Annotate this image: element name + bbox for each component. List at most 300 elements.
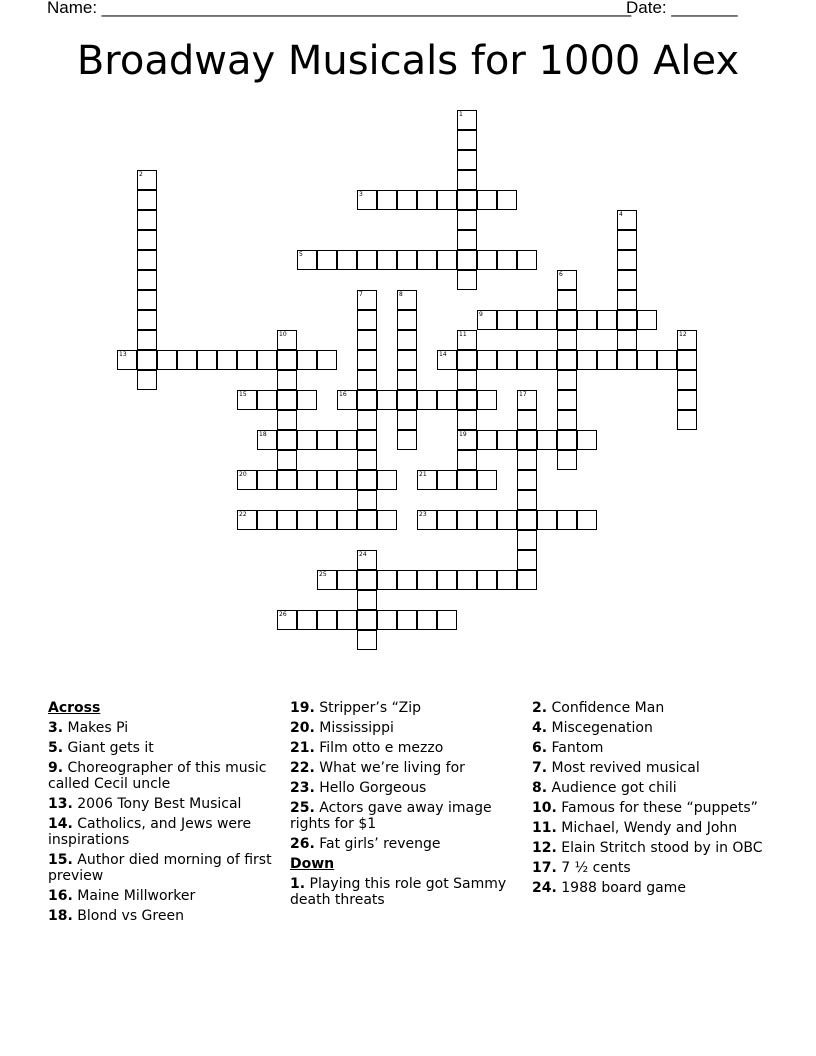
grid-cell[interactable] <box>137 270 157 290</box>
grid-cell[interactable] <box>417 190 437 210</box>
grid-cell[interactable] <box>357 450 377 470</box>
grid-cell[interactable] <box>477 310 497 330</box>
clue-item <box>48 888 284 904</box>
grid-cell[interactable] <box>437 510 457 530</box>
grid-cell[interactable] <box>577 510 597 530</box>
grid-cell[interactable] <box>497 510 517 530</box>
down-heading: Down <box>290 856 335 872</box>
clue-text: Elain Stritch stood by in OBC <box>556 840 763 856</box>
clue-number: 9 <box>479 311 483 318</box>
grid-cell[interactable] <box>337 470 357 490</box>
clue-number: 3 <box>359 191 363 198</box>
clue-number-label: 12. <box>532 840 557 856</box>
grid-cell[interactable] <box>117 350 137 370</box>
grid-cell[interactable] <box>257 350 277 370</box>
grid-cell[interactable] <box>277 430 297 450</box>
grid-cell[interactable] <box>337 510 357 530</box>
clue-number-label: 4. <box>532 720 548 736</box>
clue-item <box>532 860 768 876</box>
grid-cell[interactable] <box>237 350 257 370</box>
clue-text: Giant gets it <box>63 740 154 756</box>
grid-cell[interactable] <box>477 390 497 410</box>
grid-cell[interactable] <box>277 330 297 350</box>
grid-cell[interactable] <box>237 510 257 530</box>
clue-text: Mississippi <box>314 720 394 736</box>
grid-cell[interactable] <box>377 610 397 630</box>
clue-number-label: 22. <box>290 760 315 776</box>
grid-cell[interactable] <box>517 470 537 490</box>
clue-text: Choreographer of this music called Cecil uncle <box>48 760 267 792</box>
grid-cell[interactable] <box>357 190 377 210</box>
grid-cell[interactable] <box>357 510 377 530</box>
clue-number: 6 <box>559 271 563 278</box>
clue-number: 18 <box>259 431 267 438</box>
clue-item <box>290 700 526 716</box>
grid-cell[interactable] <box>557 330 577 350</box>
clue-number-label: 25. <box>290 800 315 816</box>
grid-cell[interactable] <box>277 390 297 410</box>
clue-text: Actors gave away image rights for $1 <box>290 800 492 832</box>
clue-number-label: 13. <box>48 796 73 812</box>
grid-cell[interactable] <box>557 370 577 390</box>
clue-item <box>290 760 526 776</box>
grid-cell[interactable] <box>357 310 377 330</box>
grid-cell[interactable] <box>637 310 657 330</box>
grid-cell[interactable] <box>297 610 317 630</box>
clue-number-label: 8. <box>532 780 548 796</box>
grid-cell[interactable] <box>577 350 597 370</box>
grid-cell[interactable] <box>557 430 577 450</box>
grid-cell[interactable] <box>397 370 417 390</box>
clue-number: 5 <box>299 251 303 258</box>
clue-item <box>48 796 284 812</box>
clue-text: Author died morning of first preview <box>48 852 272 884</box>
grid-cell[interactable] <box>457 150 477 170</box>
clue-text: 7 ½ cents <box>556 860 631 876</box>
grid-cell[interactable] <box>577 310 597 330</box>
grid-cell[interactable] <box>617 310 637 330</box>
grid-cell[interactable] <box>237 470 257 490</box>
clue-number: 26 <box>279 611 287 618</box>
grid-cell[interactable] <box>337 390 357 410</box>
grid-cell[interactable] <box>257 430 277 450</box>
grid-cell[interactable] <box>437 470 457 490</box>
grid-cell[interactable] <box>417 390 437 410</box>
grid-cell[interactable] <box>517 490 537 510</box>
grid-cell[interactable] <box>517 310 537 330</box>
grid-cell[interactable] <box>557 310 577 330</box>
grid-cell[interactable] <box>457 190 477 210</box>
grid-cell[interactable] <box>357 470 377 490</box>
grid-cell[interactable] <box>477 430 497 450</box>
grid-cell[interactable] <box>137 190 157 210</box>
clue-item <box>48 908 284 924</box>
grid-cell[interactable] <box>397 290 417 310</box>
clue-number-label: 15. <box>48 852 73 868</box>
grid-cell[interactable] <box>437 390 457 410</box>
clue-number-label: 3. <box>48 720 64 736</box>
grid-cell[interactable] <box>317 510 337 530</box>
grid-cell[interactable] <box>497 190 517 210</box>
grid-cell[interactable] <box>397 330 417 350</box>
across-heading: Across <box>48 700 101 716</box>
grid-cell[interactable] <box>357 490 377 510</box>
grid-cell[interactable] <box>297 430 317 450</box>
grid-cell[interactable] <box>277 410 297 430</box>
clue-item <box>290 720 526 736</box>
grid-cell[interactable] <box>137 210 157 230</box>
grid-cell[interactable] <box>457 430 477 450</box>
grid-cell[interactable] <box>457 570 477 590</box>
grid-cell[interactable] <box>417 470 437 490</box>
grid-cell[interactable] <box>437 350 457 370</box>
grid-cell[interactable] <box>417 250 437 270</box>
grid-cell[interactable] <box>357 590 377 610</box>
grid-cell[interactable] <box>357 290 377 310</box>
grid-cell[interactable] <box>457 130 477 150</box>
grid-cell[interactable] <box>597 350 617 370</box>
grid-cell[interactable] <box>517 390 537 410</box>
grid-cell[interactable] <box>537 350 557 370</box>
clue-number-label: 20. <box>290 720 315 736</box>
grid-cell[interactable] <box>417 570 437 590</box>
clue-text: Michael, Wendy and John <box>556 820 738 836</box>
clue-item <box>532 760 768 776</box>
clue-item <box>290 800 526 832</box>
grid-cell[interactable] <box>557 270 577 290</box>
grid-cell[interactable] <box>397 350 417 370</box>
clue-number: 7 <box>359 291 363 298</box>
clue-number: 11 <box>459 331 467 338</box>
grid-cell[interactable] <box>137 330 157 350</box>
clue-text: Blond vs Green <box>72 908 184 924</box>
grid-cell[interactable] <box>357 250 377 270</box>
grid-cell[interactable] <box>137 370 157 390</box>
clue-text: Confidence Man <box>547 700 665 716</box>
clue-text: Playing this role got Sammy death threats <box>290 876 507 908</box>
grid-cell[interactable] <box>417 610 437 630</box>
grid-cell[interactable] <box>217 350 237 370</box>
grid-cell[interactable] <box>477 570 497 590</box>
clue-number-label: 1. <box>290 876 306 892</box>
grid-cell[interactable] <box>397 410 417 430</box>
grid-cell[interactable] <box>437 190 457 210</box>
grid-cell[interactable] <box>537 310 557 330</box>
clue-number: 21 <box>419 471 427 478</box>
grid-cell[interactable] <box>457 370 477 390</box>
clue-number-label: 21. <box>290 740 315 756</box>
grid-cell[interactable] <box>397 250 417 270</box>
grid-cell[interactable] <box>517 530 537 550</box>
grid-cell[interactable] <box>317 610 337 630</box>
grid-cell[interactable] <box>137 290 157 310</box>
grid-cell[interactable] <box>277 470 297 490</box>
grid-cell[interactable] <box>337 570 357 590</box>
grid-cell[interactable] <box>457 230 477 250</box>
grid-cell[interactable] <box>317 350 337 370</box>
clue-number-label: 23. <box>290 780 315 796</box>
grid-cell[interactable] <box>677 370 697 390</box>
grid-cell[interactable] <box>137 170 157 190</box>
clue-item <box>290 836 526 852</box>
grid-cell[interactable] <box>397 390 417 410</box>
clues-column-3 <box>532 700 768 900</box>
grid-cell[interactable] <box>677 390 697 410</box>
grid-cell[interactable] <box>457 330 477 350</box>
grid-cell[interactable] <box>517 450 537 470</box>
grid-cell[interactable] <box>257 470 277 490</box>
clue-number: 14 <box>439 351 447 358</box>
grid-cell[interactable] <box>357 350 377 370</box>
grid-cell[interactable] <box>457 210 477 230</box>
clue-text: What we’re living for <box>314 760 465 776</box>
grid-cell[interactable] <box>477 350 497 370</box>
grid-cell[interactable] <box>477 250 497 270</box>
grid-cell[interactable] <box>457 410 477 430</box>
grid-cell[interactable] <box>477 510 497 530</box>
grid-cell[interactable] <box>357 330 377 350</box>
clue-number-label: 26. <box>290 836 315 852</box>
clue-number-label: 6. <box>532 740 548 756</box>
grid-cell[interactable] <box>617 250 637 270</box>
clue-text: Fat girls’ revenge <box>314 836 441 852</box>
grid-cell[interactable] <box>197 350 217 370</box>
clue-item <box>48 720 284 736</box>
grid-cell[interactable] <box>277 350 297 370</box>
clue-number-label: 17. <box>532 860 557 876</box>
grid-cell[interactable] <box>677 330 697 350</box>
clue-text: 2006 Tony Best Musical <box>72 796 242 812</box>
grid-cell[interactable] <box>357 410 377 430</box>
clue-item <box>290 780 526 796</box>
clue-number: 16 <box>339 391 347 398</box>
grid-cell[interactable] <box>457 450 477 470</box>
grid-cell[interactable] <box>157 350 177 370</box>
clues-column-2 <box>290 700 526 912</box>
grid-cell[interactable] <box>457 510 477 530</box>
grid-cell[interactable] <box>557 290 577 310</box>
grid-cell[interactable] <box>337 430 357 450</box>
clue-number-label: 14. <box>48 816 73 832</box>
grid-cell[interactable] <box>257 510 277 530</box>
grid-cell[interactable] <box>277 510 297 530</box>
grid-cell[interactable] <box>497 310 517 330</box>
clue-text: Stripper’s “Zip <box>314 700 421 716</box>
clue-number-label: 18. <box>48 908 73 924</box>
grid-cell[interactable] <box>517 250 537 270</box>
grid-cell[interactable] <box>317 250 337 270</box>
grid-cell[interactable] <box>357 610 377 630</box>
grid-cell[interactable] <box>477 470 497 490</box>
grid-cell[interactable] <box>657 350 677 370</box>
grid-cell[interactable] <box>617 270 637 290</box>
grid-cell[interactable] <box>457 390 477 410</box>
clue-number-label: 10. <box>532 800 557 816</box>
grid-cell[interactable] <box>297 510 317 530</box>
grid-cell[interactable] <box>377 190 397 210</box>
clue-text: Makes Pi <box>63 720 129 736</box>
clue-text: 1988 board game <box>556 880 686 896</box>
clue-item <box>532 880 768 896</box>
grid-cell[interactable] <box>497 570 517 590</box>
grid-cell[interactable] <box>297 470 317 490</box>
grid-cell[interactable] <box>577 430 597 450</box>
date-field-label: Date: _______ <box>626 0 738 17</box>
grid-cell[interactable] <box>337 250 357 270</box>
grid-cell[interactable] <box>437 570 457 590</box>
clue-number: 2 <box>139 171 143 178</box>
grid-cell[interactable] <box>457 250 477 270</box>
grid-cell[interactable] <box>337 610 357 630</box>
clue-number: 12 <box>679 331 687 338</box>
grid-cell[interactable] <box>237 390 257 410</box>
grid-cell[interactable] <box>617 230 637 250</box>
clue-number: 4 <box>619 211 623 218</box>
clue-number: 15 <box>239 391 247 398</box>
grid-cell[interactable] <box>137 230 157 250</box>
clue-text: Film otto e mezzo <box>314 740 444 756</box>
grid-cell[interactable] <box>397 430 417 450</box>
clue-number: 22 <box>239 511 247 518</box>
clue-number: 19 <box>459 431 467 438</box>
clue-number-label: 11. <box>532 820 557 836</box>
grid-cell[interactable] <box>517 570 537 590</box>
clue-text: Maine Millworker <box>72 888 196 904</box>
clue-number: 1 <box>459 111 463 118</box>
grid-cell[interactable] <box>537 510 557 530</box>
clue-number-label: 2. <box>532 700 548 716</box>
grid-cell[interactable] <box>397 610 417 630</box>
grid-cell[interactable] <box>377 570 397 590</box>
clue-text: Most revived musical <box>547 760 700 776</box>
grid-cell[interactable] <box>597 310 617 330</box>
grid-cell[interactable] <box>437 250 457 270</box>
grid-cell[interactable] <box>377 510 397 530</box>
grid-cell[interactable] <box>457 470 477 490</box>
grid-cell[interactable] <box>617 290 637 310</box>
clue-number-label: 9. <box>48 760 64 776</box>
clue-item <box>290 876 526 908</box>
grid-cell[interactable] <box>617 210 637 230</box>
grid-cell[interactable] <box>517 410 537 430</box>
grid-cell[interactable] <box>557 390 577 410</box>
clues-column-1 <box>48 700 284 928</box>
grid-cell[interactable] <box>297 350 317 370</box>
clue-number: 17 <box>519 391 527 398</box>
clue-number: 23 <box>419 511 427 518</box>
grid-cell[interactable] <box>317 470 337 490</box>
grid-cell[interactable] <box>297 390 317 410</box>
clue-item <box>532 740 768 756</box>
grid-cell[interactable] <box>557 510 577 530</box>
grid-cell[interactable] <box>557 410 577 430</box>
grid-cell[interactable] <box>137 250 157 270</box>
grid-cell[interactable] <box>497 250 517 270</box>
grid-cell[interactable] <box>357 430 377 450</box>
grid-cell[interactable] <box>437 610 457 630</box>
clue-item <box>532 700 768 716</box>
grid-cell[interactable] <box>357 570 377 590</box>
clue-number: 20 <box>239 471 247 478</box>
grid-cell[interactable] <box>497 350 517 370</box>
clue-text: Fantom <box>547 740 604 756</box>
clue-number-label: 24. <box>532 880 557 896</box>
grid-cell[interactable] <box>517 350 537 370</box>
grid-cell[interactable] <box>557 450 577 470</box>
clue-item <box>48 740 284 756</box>
clue-number-label: 5. <box>48 740 64 756</box>
grid-cell[interactable] <box>317 570 337 590</box>
clue-text: Hello Gorgeous <box>314 780 427 796</box>
grid-cell[interactable] <box>517 510 537 530</box>
grid-cell[interactable] <box>417 510 437 530</box>
clue-item <box>48 852 284 884</box>
grid-cell[interactable] <box>677 410 697 430</box>
clue-number: 13 <box>119 351 127 358</box>
clue-item <box>48 816 284 848</box>
grid-cell[interactable] <box>457 350 477 370</box>
clue-number-label: 7. <box>532 760 548 776</box>
grid-cell[interactable] <box>137 310 157 330</box>
clue-item <box>290 740 526 756</box>
grid-cell[interactable] <box>277 370 297 390</box>
clue-item <box>532 720 768 736</box>
grid-cell[interactable] <box>317 430 337 450</box>
grid-cell[interactable] <box>537 430 557 450</box>
grid-cell[interactable] <box>457 110 477 130</box>
grid-cell[interactable] <box>297 250 317 270</box>
clue-text: Famous for these “puppets” <box>556 800 758 816</box>
clue-text: Audience got chili <box>547 780 677 796</box>
grid-cell[interactable] <box>517 550 537 570</box>
name-field-label: Name: ________________________________________________________ <box>47 0 632 17</box>
grid-cell[interactable] <box>377 390 397 410</box>
grid-cell[interactable] <box>617 350 637 370</box>
grid-cell[interactable] <box>557 350 577 370</box>
grid-cell[interactable] <box>517 430 537 450</box>
grid-cell[interactable] <box>357 390 377 410</box>
grid-cell[interactable] <box>377 470 397 490</box>
puzzle-title: Broadway Musicals for 1000 Alex <box>76 38 740 84</box>
grid-cell[interactable] <box>357 370 377 390</box>
clue-item <box>532 840 768 856</box>
clue-text: Catholics, and Jews were inspirations <box>48 816 252 848</box>
grid-cell[interactable] <box>497 430 517 450</box>
grid-cell[interactable] <box>617 330 637 350</box>
clue-text: Miscegenation <box>547 720 653 736</box>
grid-cell[interactable] <box>397 310 417 330</box>
grid-cell[interactable] <box>677 350 697 370</box>
grid-cell[interactable] <box>137 350 157 370</box>
grid-cell[interactable] <box>277 610 297 630</box>
grid-cell[interactable] <box>457 170 477 190</box>
grid-cell[interactable] <box>397 190 417 210</box>
grid-cell[interactable] <box>397 570 417 590</box>
grid-cell[interactable] <box>357 550 377 570</box>
clue-number: 25 <box>319 571 327 578</box>
grid-cell[interactable] <box>637 350 657 370</box>
grid-cell[interactable] <box>357 630 377 650</box>
grid-cell[interactable] <box>477 190 497 210</box>
grid-cell[interactable] <box>457 270 477 290</box>
grid-cell[interactable] <box>377 250 397 270</box>
clue-item <box>48 760 284 792</box>
clue-number-label: 16. <box>48 888 73 904</box>
clue-number: 24 <box>359 551 367 558</box>
grid-cell[interactable] <box>257 390 277 410</box>
grid-cell[interactable] <box>277 450 297 470</box>
grid-cell[interactable] <box>177 350 197 370</box>
